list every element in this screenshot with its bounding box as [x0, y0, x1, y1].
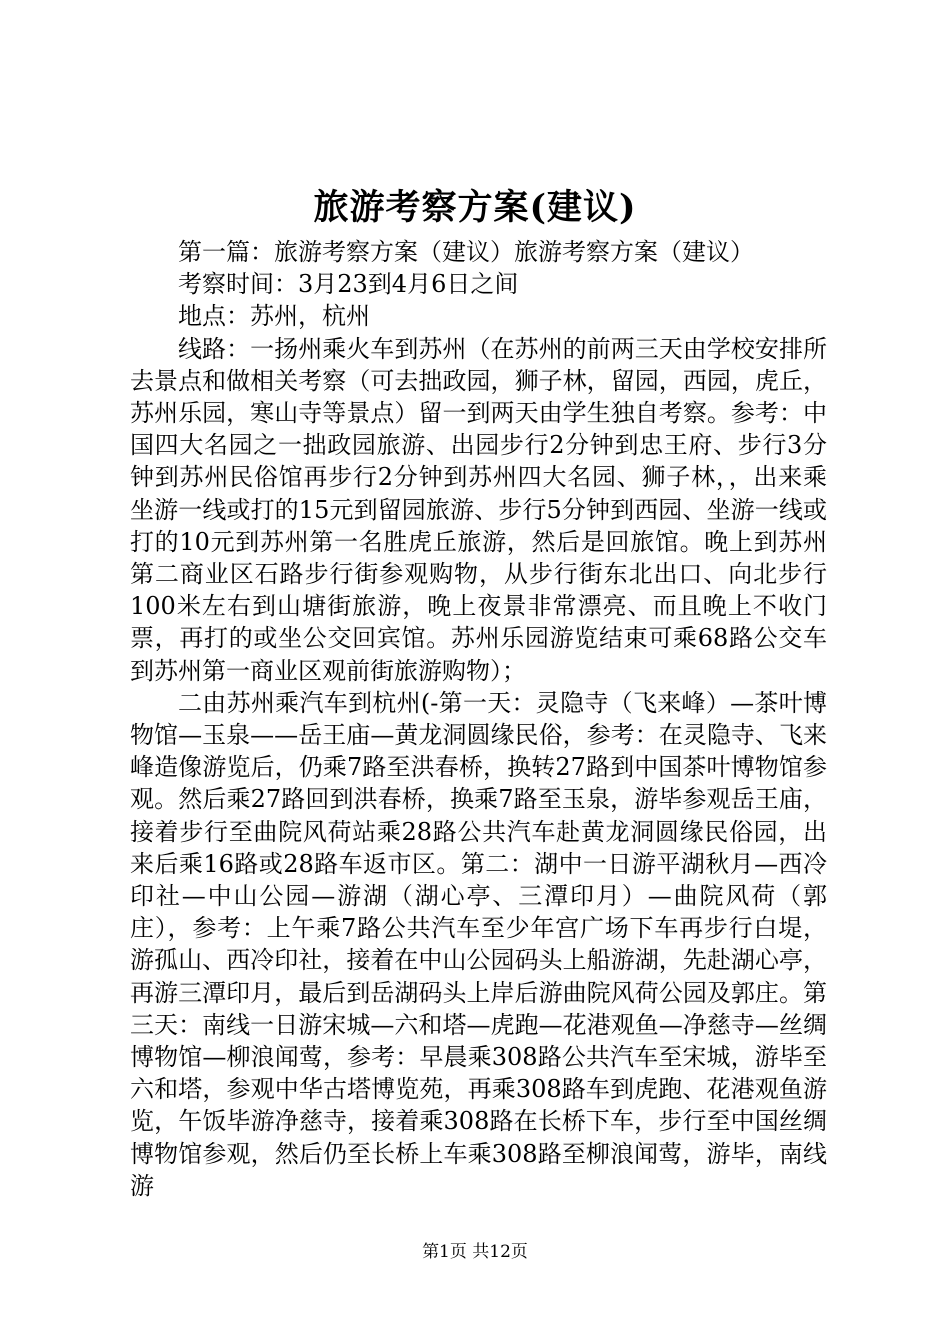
document-body: [130, 236, 827, 1202]
paragraph-route-suzhou: 线路：一扬州乘火车到苏州（在苏州的前两三天由学校安排所去景点和做相关考察（可去拙政园，狮子林，留园，西园，虎丘，苏州乐园，寒山寺等景点）留一到两天由学生独自考察。参考：中国四大名园之一拙政园旅游、出园步行2分钟到忠王府、步行3分钟到苏州民俗馆再步行2分钟到苏州四大名园、狮子林，，出来乘坐游一线或打的15元到留园旅游、步行5分钟到西园、坐游一线或打的10元到苏州第一名胜虎丘旅游，然后是回旅馆。晚上到苏州第二商业区石路步行街参观购物，从步行街东北出口、向北步行100米左右到山塘街旅游，晚上夜景非常漂亮、而且晚上不收门票，再打的或坐公交回宾馆。苏州乐园游览结束可乘68路公交车到苏州第一商业区观前街旅游购物）；: [130, 334, 827, 685]
page-footer: 第1页 共12页: [422, 1242, 528, 1262]
paragraph-subtitle: 第一篇：旅游考察方案（建议）旅游考察方案（建议）: [178, 238, 754, 266]
paragraph-time: 考察时间：3月23到4月6日之间: [178, 270, 519, 299]
document-title: 旅游考察方案(建议): [313, 187, 637, 228]
paragraph-location: 地点：苏州，杭州: [178, 302, 370, 331]
paragraph-route-hangzhou: 二由苏州乘汽车到杭州(-第一天：灵隐寺（飞来峰）—茶叶博物馆—玉泉——岳王庙—黄龙洞圆缘民俗，参考：在灵隐寺、飞来峰造像游览后，仍乘7路至洪春桥，换转27路到中国茶叶博物馆参观。然后乘27路回到洪春桥，换乘7路至玉泉，游毕参观岳王庙，接着步行至曲院风荷站乘28路公共汽车赴黄龙洞圆缘民俗园，出来后乘16路或28路车返市区。第二：湖中一日游平湖秋月—西冷印社—中山公园—游湖（湖心亭、三潭印月）—曲院风荷（郭庄），参考：上午乘7路公共汽车至少年宫广场下车再步行白堤，游孤山、西冷印社，接着在中山公园码头上船游湖，先赴湖心亭，再游三潭印月，最后到岳湖码头上岸后游曲院风荷公园及郭庄。第三天：南线一日游宋城—六和塔—虎跑—花港观鱼—净慈寺—丝绸博物馆—柳浪闻莺，参考：早晨乘308路公共汽车至宋城，游毕至六和塔，参观中华古塔博览苑，再乘308路车到虎跑、花港观鱼游览，午饭毕游净慈寺，接着乘308路在长桥下车，步行至中国丝绸博物馆参观，然后仍至长桥上车乘308路至柳浪闻莺，游毕，南线游: [130, 688, 827, 1200]
